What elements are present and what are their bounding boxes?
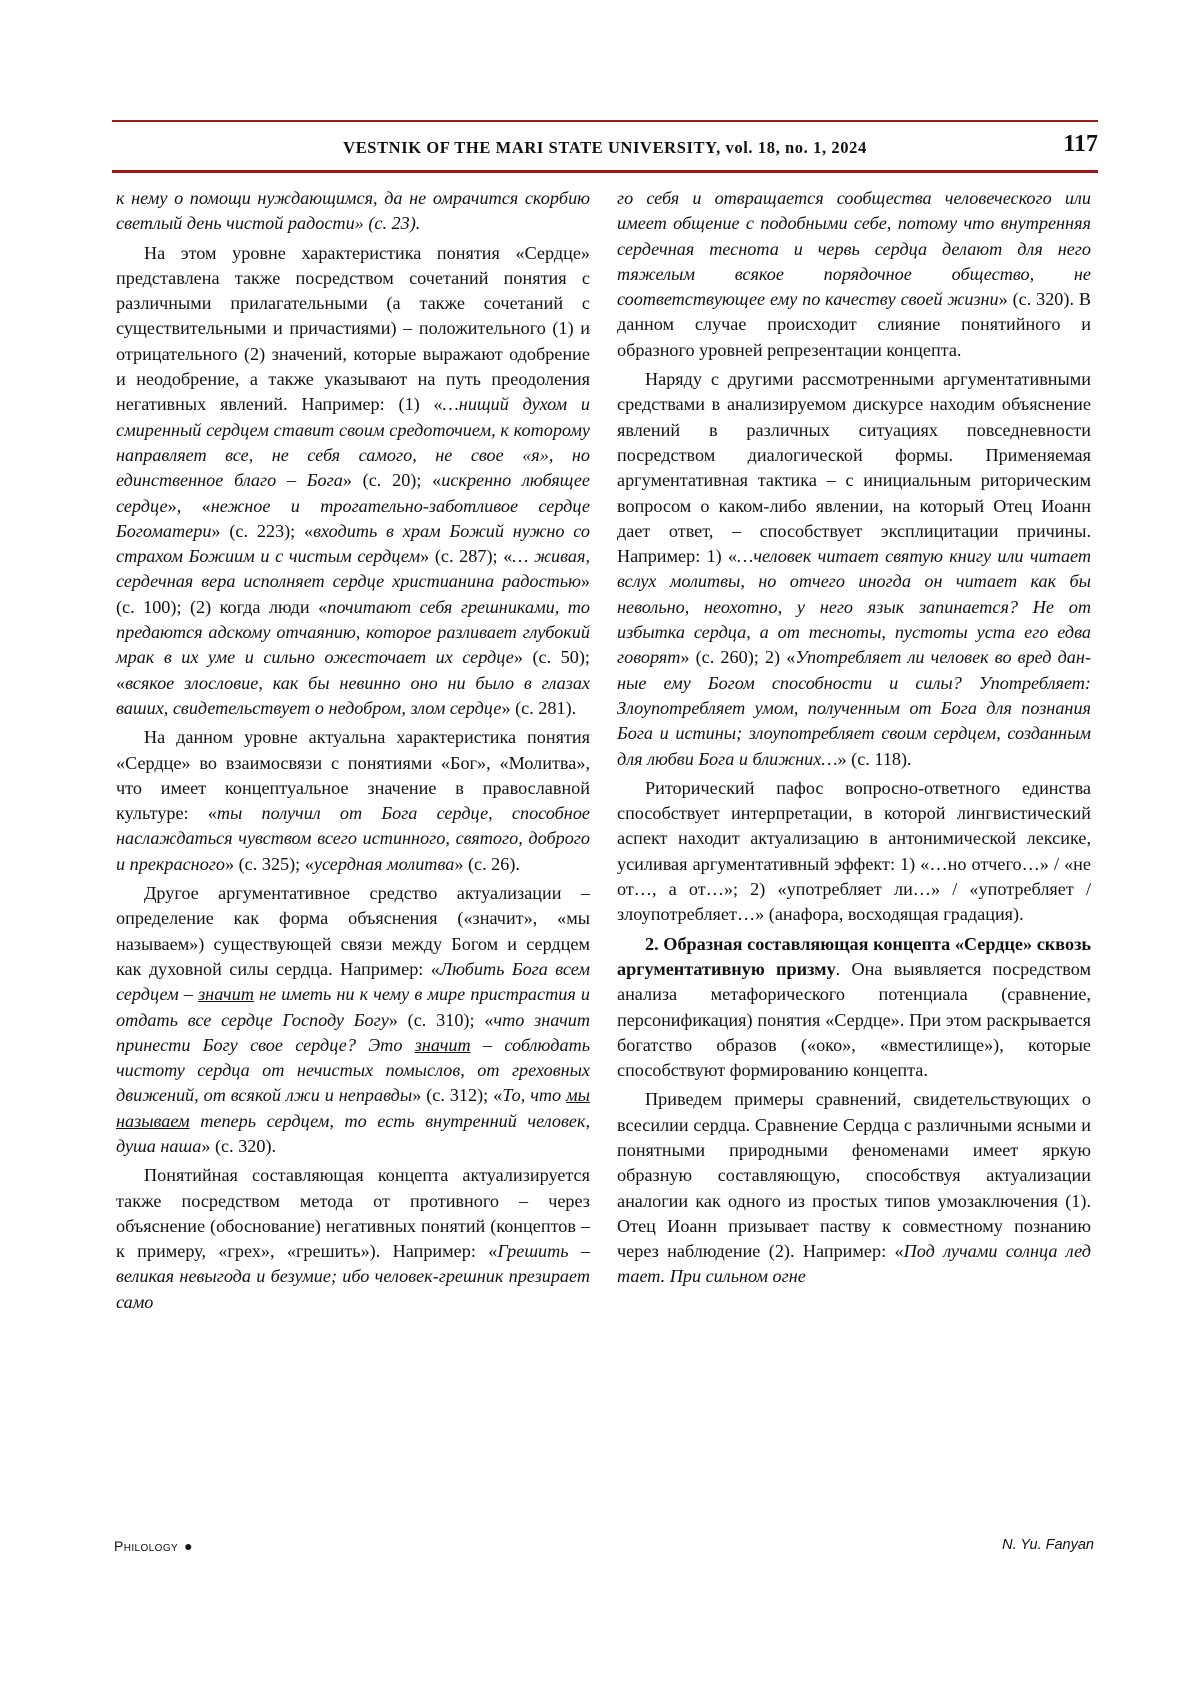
header-rule-bottom <box>112 170 1098 173</box>
paragraph: На этом уровне характеристика понятия «Сердце» представлена также посредством сочетаний понятия с различными прилагательными (а также сочетаний с существительными и причастиями) – положительного (1) и отрицательного (2) значений, которые выражают одобрение и неодобрение, а также указывают на путь преодоления негативных явлений. Например: (1) «…нищий духом и смиренный сердцем ставит своим средоточием, к которому направляет все, не себя самого, не свое «я», но единственное благо – Бога» (с. 20); «искренно любящее сердце», «нежное и трогательно-заботливое сердце Богоматери» (с. 223); «входить в храм Божий нужно со страхом Божиим и с чистым сердцем» (с. 287); «… живая, сердечная вера исполняет сердце христианина радостью» (с. 100); (2) когда люди «почитают себя грешниками, то предаются адскому отчаянию, которое разливает глубокий мрак в их уме и сильно ожесточает их сердце» (с. 50); «всякое злословие, как бы невинно оно ни было в глазах ваших, свидетельствует о недобром, злом сердце» (с. 281). <box>116 242 590 718</box>
paragraph: к нему о помощи нуждающимся, да не омрачится скорбию светлый день чистой радости» (с. 23). <box>116 188 590 234</box>
paragraph: го себя и отвращается сообщества человеческого или имеет общение с подобными себе, потому что внутренняя сердечная теснота и червь сердца делают для него тяжелым всякое порядочное общество, не соответствующее ему по качеству своей жизни» (с. 320). В данном случае происходит слияние понятийного и образного уровней репрезентации концепта. <box>617 188 1091 360</box>
header-rule-top <box>112 120 1098 122</box>
section-heading: 2. Образная составляющая концепта «Сердце» сквозь аргументативную призму <box>617 933 1091 979</box>
paragraph: Риторический пафос вопросно-ответного единства способствует интерпретации, в которой лингвистический аспект находит актуализацию в антонимической лексике, усиливая аргументативный эффект: 1) «…но отчего…» / «не от…, а от…»; 2) «употребляет ли…» / «употребляет / злоупотребляет…» (анафора, восходящая градация). <box>617 777 1091 925</box>
left-column <box>116 186 590 1319</box>
page-number: 117 <box>1063 131 1098 157</box>
section-heading-paragraph: 2. Образная составляющая концепта «Сердце» сквозь аргументативную призму. Она выявляется посредством анализа метафорического потенциала (сравнение, персонификация) понятия «Сердце». При этом раскрывается богатство образов («око», «вместилище»), которые способствуют формированию концепта. <box>617 933 1092 1081</box>
paragraph: На данном уровне актуальна характеристика понятия «Сердце» во взаимосвязи с понятиями «Бог», «Молитва», что имеет концептуальное значение в православной культуре: «ты получил от Бога сердце, способное наслаждаться чувством всего истинного, святого, доброго и прекрасного» (с. 325); «усердная молитва» (с. 26). <box>116 727 590 874</box>
footer-author: N. Yu. Fanyan <box>1002 1537 1094 1553</box>
paragraph: Наряду с другими рассмотренными аргументативными средствами в анализируемом дискурсе находим объяснение явлений в различных ситуациях повседневности посредством диалогической формы. Применяемая аргументативная тактика – с инициальным риторическим вопросом о каком-либо явлении, на который Отец Иоанн дает ответ, – способствует эксплицитации причины. Например: 1) «…человек читает святую книгу или читает вслух молитвы, но отчего иногда он читает как бы невольно, неохотно, у него язык запинается? Не от избытка сердца, а от тесноты, пустоты уста его едва говорят» (с. 260); 2) «Употребляет ли человек во вред данные ему Богом способности и силы? Употребляет: Злоупотребляет умом, полученным от Бога для познания Бога и истины; злоупотребляет своим сердцем, созданным для любви Бога и ближних…» (с. 118). <box>617 369 1092 769</box>
journal-title: VESTNIK OF THE MARI STATE UNIVERSITY, vol. 18, no. 1, 2024 <box>343 138 867 157</box>
paragraph: Приведем примеры сравнений, свидетельствующих о всесилии сердца. Сравнение Сердца с различными ясными и понятными природными феноменами имеет яркую образную составляющую, способствуя актуализации аналогии как одного из простых типов умозаключения (1). Отец Иоанн призывает паству к совместному познанию через наблюдение (2). Например: «Под лучами солнца лед тает. При сильном огне <box>617 1089 1092 1287</box>
paragraph: Понятийная составляющая концепта актуализируется также посредством метода от противного – через объяснение (обоснование) негативных понятий (концептов – к примеру, «грех», «грешить»). Например: «Грешить – великая невыгода и безумие; ибо человек-грешник презирает само <box>116 1165 590 1312</box>
footer-section: Philology ● <box>114 1538 193 1554</box>
paragraph: Другое аргументативное средство актуализации – определение как форма объяснения («значит», «мы называем») существующей связи между Богом и сердцем как духовной силы сердца. Например: «Любить Бога всем сердцем – значит не иметь ни к чему в мире пристрастия и отдать все сердце Господу Богу» (с. 310); «что значит принести Богу свое сердце? Это значит – соблюдать чистоту сердца от нечистых помыслов, от греховных движений, от всякой лжи и неправды» (с. 312); «То, что мы называем теперь сердцем, то есть внутренний человек, душа наша» (с. 320). <box>116 883 590 1156</box>
bullet-icon: ● <box>184 1538 193 1554</box>
right-column <box>617 186 1091 1294</box>
